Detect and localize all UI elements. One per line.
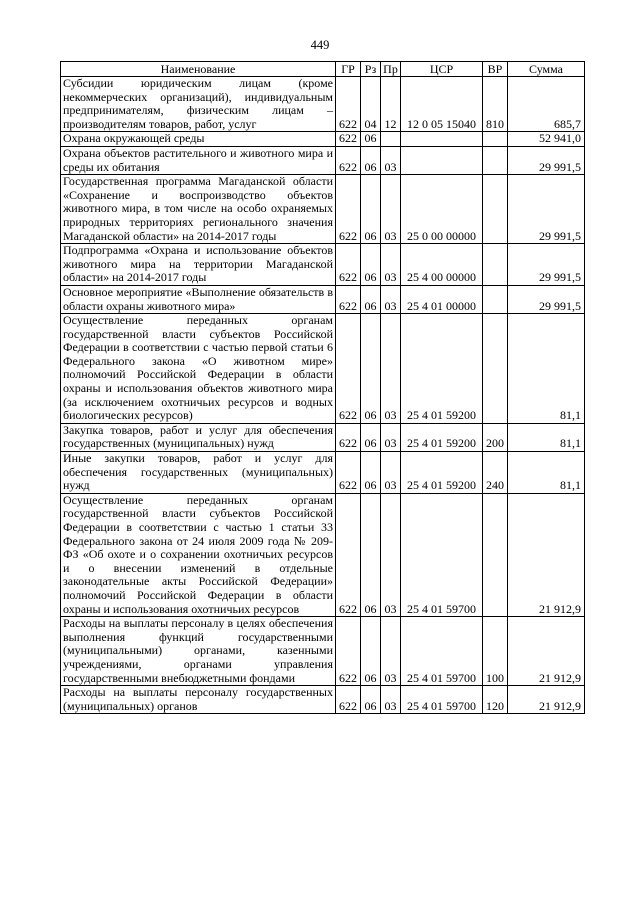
cell-vr: [483, 285, 508, 313]
cell-rz: 06: [361, 285, 381, 313]
cell-sum: 29 991,5: [508, 244, 585, 286]
cell-pr: 03: [381, 244, 401, 286]
cell-rz: 06: [361, 132, 381, 147]
header-vr: ВР: [483, 62, 508, 77]
table-row: [61, 617, 585, 686]
cell-gr: 622: [336, 285, 361, 313]
cell-csr: 25 0 00 00000: [401, 175, 483, 244]
cell-gr: 622: [336, 175, 361, 244]
table-row: [61, 452, 585, 494]
cell-pr: 03: [381, 686, 401, 714]
cell-vr: [483, 314, 508, 424]
header-gr: ГР: [336, 62, 361, 77]
table-row: [61, 132, 585, 147]
cell-pr: 03: [381, 452, 401, 494]
cell-csr: [401, 132, 483, 147]
table-row: [61, 175, 585, 244]
cell-name: Государственная программа Магаданской области «Сохранение и воспроизводство объектов животного мира, в том числе на особо охраняемых природных территориях регионального значения Магаданской области» на 2014-2017 годы: [61, 175, 336, 244]
cell-rz: 04: [361, 77, 381, 132]
cell-csr: [401, 146, 483, 174]
table-row: [61, 77, 585, 132]
cell-sum: 685,7: [508, 77, 585, 132]
cell-rz: 06: [361, 493, 381, 616]
table-row: [61, 285, 585, 313]
cell-name: Закупка товаров, работ и услуг для обеспечения государственных (муниципальных) нужд: [61, 423, 336, 451]
cell-csr: 25 4 01 59700: [401, 686, 483, 714]
cell-vr: [483, 146, 508, 174]
cell-gr: 622: [336, 244, 361, 286]
cell-csr: 25 4 01 59700: [401, 617, 483, 686]
cell-name: Охрана окружающей среды: [61, 132, 336, 147]
cell-pr: 03: [381, 175, 401, 244]
header-rz: Рз: [361, 62, 381, 77]
cell-sum: 21 912,9: [508, 686, 585, 714]
cell-csr: 25 4 01 59200: [401, 452, 483, 494]
cell-csr: 25 4 01 59700: [401, 493, 483, 616]
cell-gr: 622: [336, 146, 361, 174]
cell-sum: 21 912,9: [508, 617, 585, 686]
cell-csr: 25 4 01 59200: [401, 314, 483, 424]
cell-vr: 200: [483, 423, 508, 451]
cell-csr: 25 4 01 00000: [401, 285, 483, 313]
header-name: Наименование: [61, 62, 336, 77]
cell-name: Расходы на выплаты персоналу в целях обеспечения выполнения функций государственными (муниципальными) органами, казенными учреждениями, органами управления государственными внебюджетными фондами: [61, 617, 336, 686]
cell-rz: 06: [361, 244, 381, 286]
cell-name: Охрана объектов растительного и животного мира и среды их обитания: [61, 146, 336, 174]
cell-rz: 06: [361, 146, 381, 174]
cell-sum: 21 912,9: [508, 493, 585, 616]
page-number: 449: [310, 38, 330, 52]
cell-name: Осуществление переданных органам государственной власти субъектов Российской Федерации в соответствии с частью первой статьи 6 Федерального закона «О животном мире» полномочий Российской Федерации в области охраны и использования объектов животного мира (за исключением охотничьих ресурсов и водных биологических ресурсов): [61, 314, 336, 424]
cell-sum: 29 991,5: [508, 146, 585, 174]
cell-rz: 06: [361, 423, 381, 451]
cell-rz: 06: [361, 686, 381, 714]
table-row: [61, 423, 585, 451]
cell-gr: 622: [336, 132, 361, 147]
cell-vr: [483, 132, 508, 147]
cell-gr: 622: [336, 452, 361, 494]
cell-pr: 12: [381, 77, 401, 132]
cell-csr: 25 4 00 00000: [401, 244, 483, 286]
header-pr: Пр: [381, 62, 401, 77]
header-row: [61, 62, 585, 77]
cell-csr: 25 4 01 59200: [401, 423, 483, 451]
cell-vr: [483, 493, 508, 616]
table-row: [61, 493, 585, 616]
cell-pr: 03: [381, 423, 401, 451]
cell-vr: 810: [483, 77, 508, 132]
cell-pr: 03: [381, 493, 401, 616]
cell-gr: 622: [336, 493, 361, 616]
cell-sum: 29 991,5: [508, 175, 585, 244]
cell-sum: 52 941,0: [508, 132, 585, 147]
cell-sum: 81,1: [508, 314, 585, 424]
cell-pr: [381, 132, 401, 147]
cell-name: Основное мероприятие «Выполнение обязательств в области охраны животного мира»: [61, 285, 336, 313]
table-row: [61, 146, 585, 174]
table-row: [61, 244, 585, 286]
cell-vr: 120: [483, 686, 508, 714]
cell-gr: 622: [336, 314, 361, 424]
table-body: [61, 77, 585, 714]
cell-gr: 622: [336, 423, 361, 451]
cell-name: Осуществление переданных органам государственной власти субъектов Российской Федерации в соответствии с частью 1 статьи 33 Федерального закона от 24 июля 2009 года № 209-ФЗ «Об охоте и о сохранении охотничьих ресурсов и о внесении изменений в отдельные законодательные акты Российской Федерации» полномочий Российской Федерации в области охраны и использования охотничьих ресурсов: [61, 493, 336, 616]
budget-table: [60, 61, 585, 714]
cell-vr: [483, 244, 508, 286]
cell-name: Расходы на выплаты персоналу государственных (муниципальных) органов: [61, 686, 336, 714]
cell-name: Субсидии юридическим лицам (кроме некоммерческих организаций), индивидуальным предпринимателям, физическим лицам – производителям товаров, работ, услуг: [61, 77, 336, 132]
cell-pr: 03: [381, 285, 401, 313]
cell-pr: 03: [381, 617, 401, 686]
table-row: [61, 686, 585, 714]
cell-rz: 06: [361, 175, 381, 244]
cell-rz: 06: [361, 452, 381, 494]
header-csr: ЦСР: [401, 62, 483, 77]
table-row: [61, 314, 585, 424]
cell-pr: 03: [381, 314, 401, 424]
cell-vr: [483, 175, 508, 244]
cell-gr: 622: [336, 686, 361, 714]
cell-gr: 622: [336, 617, 361, 686]
cell-csr: 12 0 05 15040: [401, 77, 483, 132]
cell-vr: 240: [483, 452, 508, 494]
cell-rz: 06: [361, 314, 381, 424]
cell-name: Иные закупки товаров, работ и услуг для обеспечения государственных (муниципальных) нужд: [61, 452, 336, 494]
cell-sum: 29 991,5: [508, 285, 585, 313]
cell-sum: 81,1: [508, 423, 585, 451]
cell-name: Подпрограмма «Охрана и использование объектов животного мира на территории Магаданской области» на 2014-2017 годы: [61, 244, 336, 286]
cell-vr: 100: [483, 617, 508, 686]
cell-pr: 03: [381, 146, 401, 174]
cell-sum: 81,1: [508, 452, 585, 494]
cell-gr: 622: [336, 77, 361, 132]
table-header: [61, 62, 585, 77]
cell-rz: 06: [361, 617, 381, 686]
header-sum: Сумма: [508, 62, 585, 77]
